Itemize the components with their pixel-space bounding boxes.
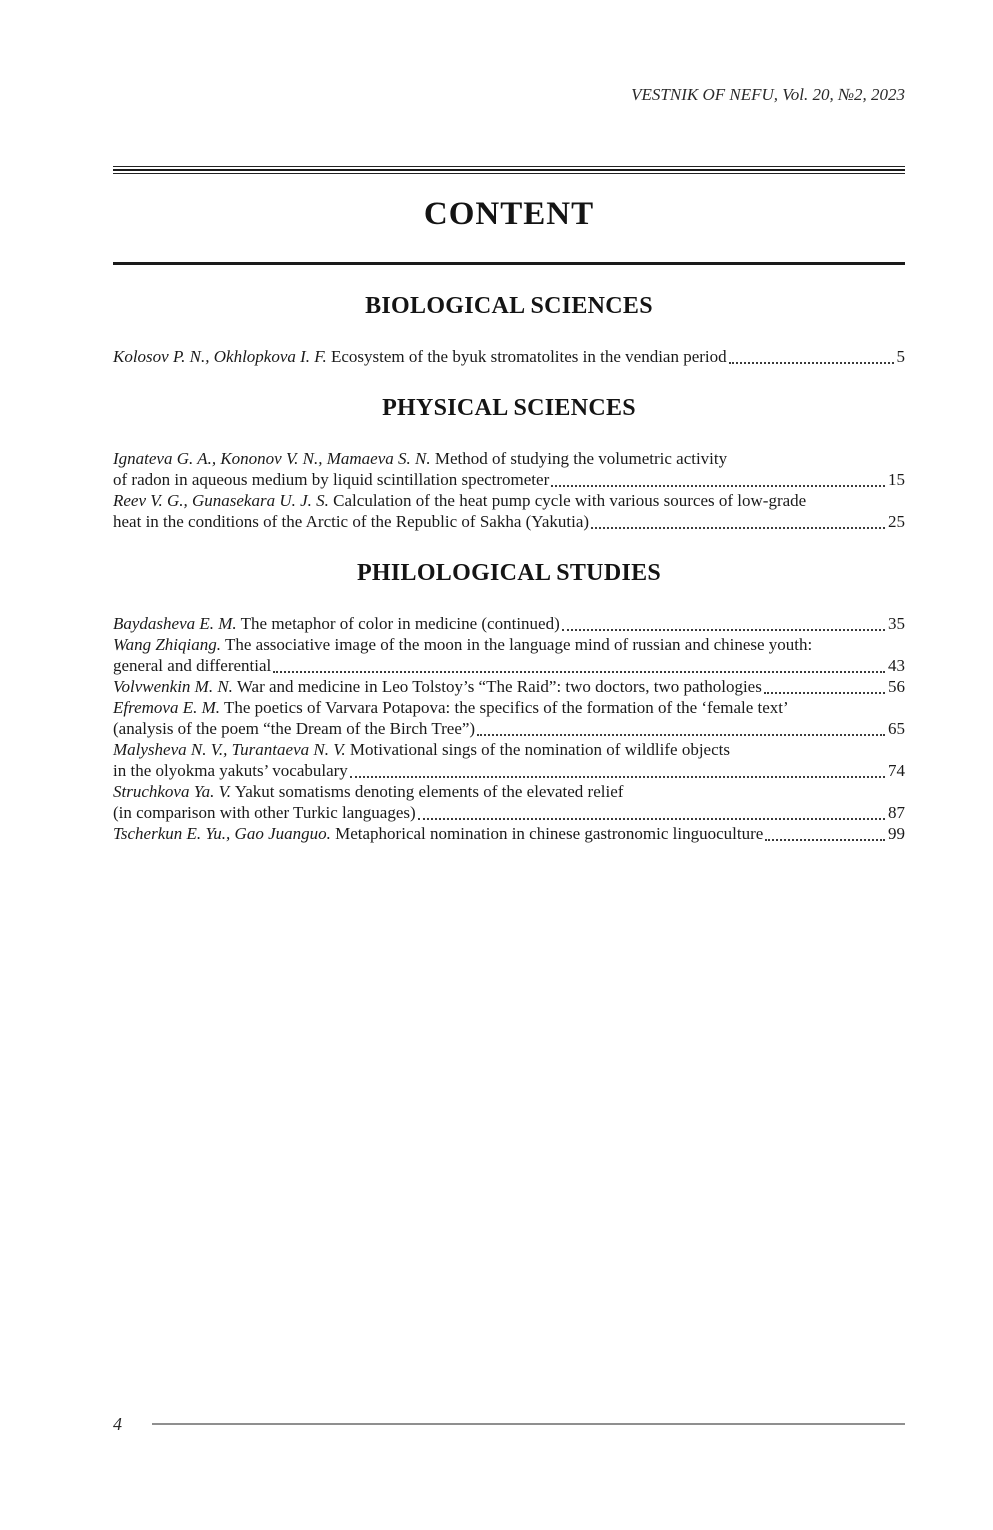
entry-list [113,346,905,367]
entry-page-number: 65 [888,719,905,738]
toc-entry-line [113,448,905,469]
header-triple-rule [113,166,905,174]
dot-leader [551,485,885,487]
toc-entry-line [113,676,905,697]
entry-page-number: 99 [888,824,905,843]
entry-page-number: 5 [896,347,905,366]
section-heading: BIOLOGICAL SCIENCES [365,293,653,319]
entry-title: The poetics of Varvara Potapova: the specifics of the formation of the ‘female text’ [223,698,789,717]
toc-entry [113,781,905,823]
entry-authors: Wang Zhiqiang. [113,635,222,654]
entry-page-number: 35 [888,614,905,633]
toc-entry-line [113,346,905,367]
dot-leader [477,734,885,736]
dot-leader [729,362,894,364]
entry-title: Motivational sings of the nomination of wildlife objects [349,740,730,759]
rule-line [113,166,905,167]
entry-title: War and medicine in Leo Tolstoy’s “The Raid”: two doctors, two pathologies [236,677,762,696]
entry-authors: Ignateva G. A., Kononov V. N., Mamaeva S. N. [113,449,431,468]
journal-header: VESTNIK OF NEFU, Vol. 20, №2, 2023 [631,85,905,104]
toc-entry-line [113,739,905,760]
entry-title: Ecosystem of the byuk stromatolites in the vendian period [331,347,727,366]
toc-section-biological [113,293,905,367]
entry-page-number: 43 [888,656,905,675]
toc-entry-line [113,511,905,532]
entry-title: Method of studying the volumetric activity [434,449,728,468]
entry-authors: Volvwenkin M. N. [113,677,233,696]
toc-entry-line [113,697,905,718]
toc-entry-line [113,655,905,676]
entry-title-continued: heat in the conditions of the Arctic of the Republic of Sakha (Yakutia) [113,512,590,531]
toc-entry-line [113,781,905,802]
dot-leader [273,671,885,673]
toc-entry-line [113,718,905,739]
toc-entry-line [113,613,905,634]
toc-entry-line [113,490,905,511]
rule-line [113,173,905,174]
toc-entry [113,739,905,781]
entry-title: Calculation of the heat pump cycle with various sources of low-grade [333,491,807,510]
page-content [0,84,993,844]
rule-line [113,169,905,171]
dot-leader [765,839,885,841]
entry-authors: Efremova E. M. [113,698,221,717]
entry-authors: Kolosov P. N., Okhlopkova I. F. [113,347,327,366]
toc-entry-line [113,802,905,823]
entry-authors: Baydasheva E. M. [113,614,237,633]
dot-leader [562,629,885,631]
dot-leader [350,776,885,778]
entry-authors: Struchkova Ya. V. [113,782,232,801]
footer-page-number: 4 [113,1414,122,1434]
footer-rule [152,1423,905,1425]
page-footer [113,1412,905,1436]
entry-page-number: 74 [888,761,905,780]
entry-page-number: 56 [888,677,905,696]
toc-entry [113,634,905,676]
toc-entry-line [113,634,905,655]
entry-authors: Reev V. G., Gunasekara U. J. S. [113,491,329,510]
entry-title-continued: in the olyokma yakuts’ vocabulary [113,761,348,780]
entry-title: Metaphorical nomination in chinese gastronomic linguoculture [335,824,764,843]
toc-entry [113,697,905,739]
toc-entry [113,346,905,367]
entry-title-continued: general and differential [113,656,272,675]
entry-title: Yakut somatisms denoting elements of the elevated relief [234,782,624,801]
entry-page-number: 15 [888,470,905,489]
toc-entry-line [113,469,905,490]
entry-page-number: 87 [888,803,905,822]
entry-title-continued: of radon in aqueous medium by liquid scintillation spectrometer [113,470,550,489]
toc-section-physical [113,395,905,532]
title-bottom-rule [113,262,905,265]
section-heading: PHYSICAL SCIENCES [382,395,636,421]
entry-title-continued: (analysis of the poem “the Dream of the Birch Tree”) [113,719,476,738]
entry-list [113,448,905,532]
entry-title: The metaphor of color in medicine (continued) [240,614,560,633]
toc-entry [113,613,905,634]
toc-entry-line [113,760,905,781]
section-heading: PHILOLOGICAL STUDIES [356,560,662,586]
toc-entry [113,823,905,844]
dot-leader [591,527,885,529]
dot-leader [418,818,885,820]
page-title: CONTENT [423,196,595,232]
toc-entry [113,448,905,490]
entry-title-continued: (in comparison with other Turkic languages) [113,803,416,822]
entry-authors: Malysheva N. V., Turantaeva N. V. [113,740,346,759]
entry-title: The associative image of the moon in the language mind of russian and chinese youth: [224,635,813,654]
toc-section-philological [113,560,905,844]
dot-leader [764,692,885,694]
toc-entry [113,490,905,532]
entry-authors: Tscherkun E. Yu., Gao Juanguo. [113,824,331,843]
entry-list [113,613,905,844]
entry-page-number: 25 [888,512,905,531]
toc-entry [113,676,905,697]
toc-entry-line [113,823,905,844]
